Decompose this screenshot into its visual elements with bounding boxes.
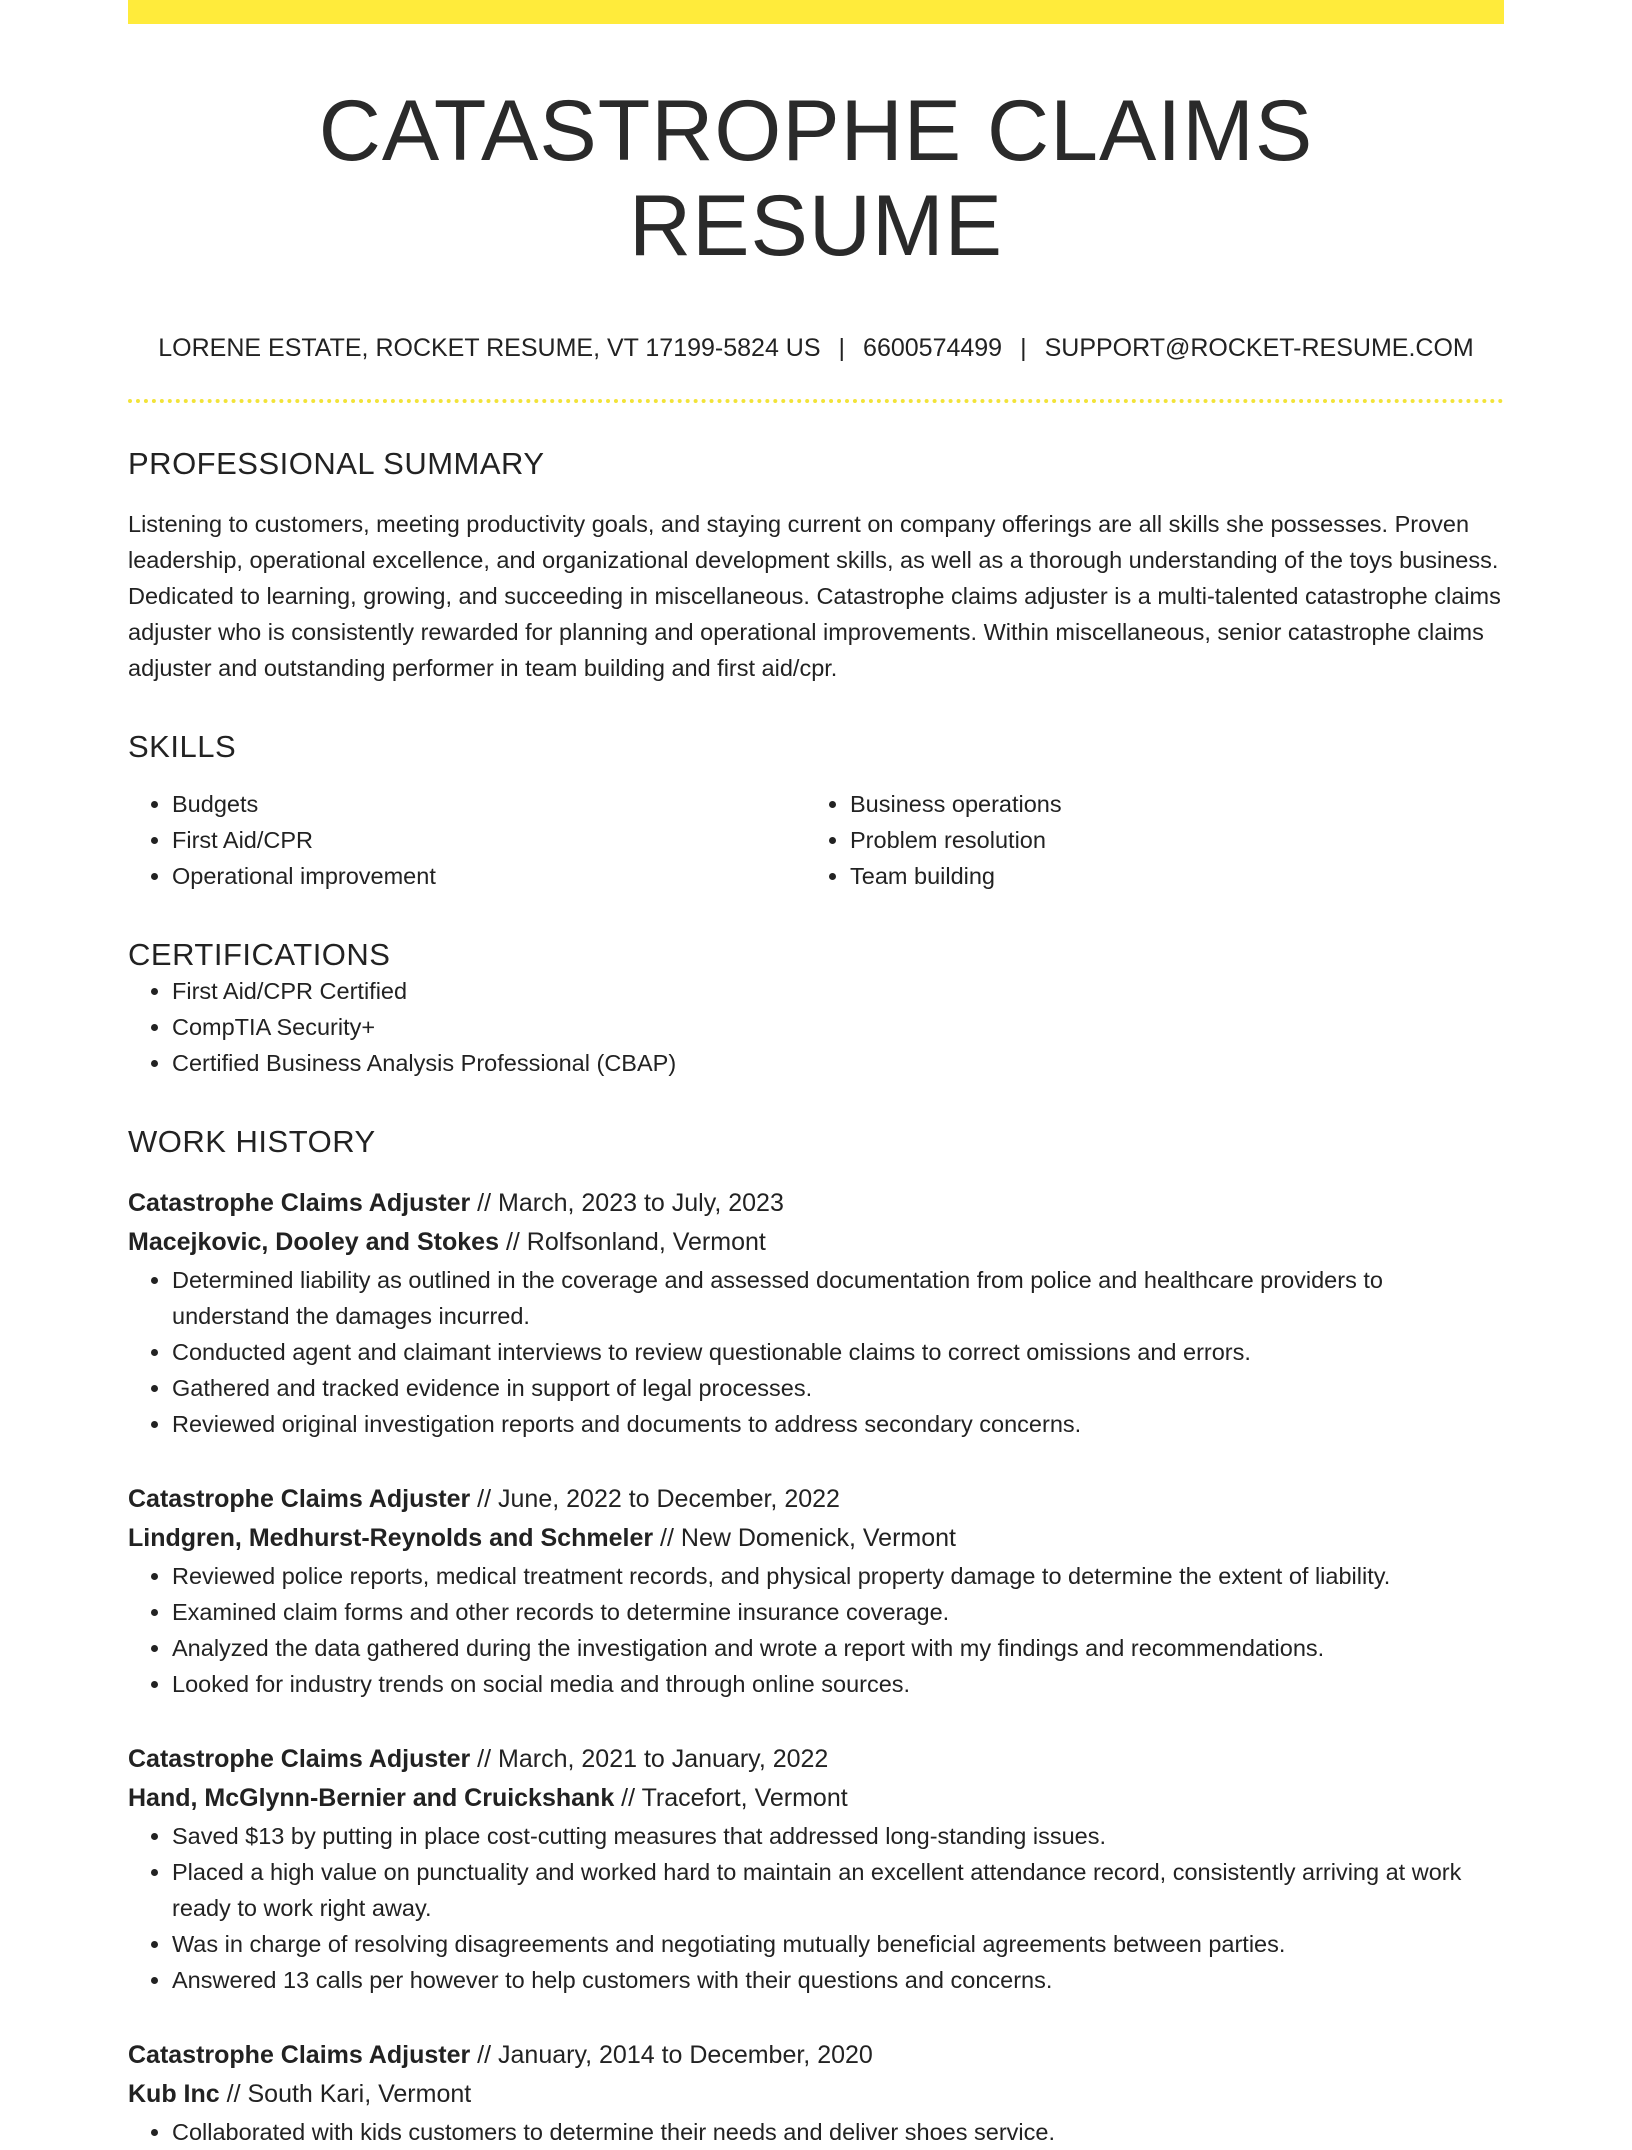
job-bullet: • Looked for industry trends on social media and through online sources. (172, 1666, 1504, 1702)
job-separator: // (477, 1188, 492, 1217)
skill-item: • First Aid/CPR (172, 822, 806, 858)
job-separator: // (505, 1227, 520, 1256)
job-separator: // (660, 1523, 674, 1552)
job-title: Catastrophe Claims Adjuster (128, 1188, 471, 1217)
job-bullet: • Gathered and tracked evidence in support of legal processes. (172, 1370, 1504, 1406)
job-bullet: • Was in charge of resolving disagreements and negotiating mutually beneficial agreements between parties. (172, 1926, 1504, 1962)
summary-heading: PROFESSIONAL SUMMARY (128, 446, 545, 482)
job-company: Kub Inc (128, 2079, 220, 2108)
job-bullet: • Placed a high value on punctuality and worked hard to maintain an excellent attendance record, consistently arriving at work ready to work right away. (172, 1854, 1504, 1926)
job-bullet: • Saved $13 by putting in place cost-cutting measures that addressed long-standing issues. (172, 1818, 1504, 1854)
accent-bar (128, 0, 1504, 24)
job-entry (128, 1740, 1504, 1998)
job-separator: // (477, 1744, 492, 1773)
certification-item: • First Aid/CPR Certified (172, 973, 1504, 1009)
job-company-line (128, 1223, 1504, 1262)
job-bullet: • Examined claim forms and other records to determine insurance coverage. (172, 1594, 1504, 1630)
job-bullet: • Determined liability as outlined in the coverage and assessed documentation from police and healthcare providers to understand the damages incurred. (172, 1262, 1504, 1334)
job-title-line (128, 2036, 1504, 2075)
job-separator: // (477, 2040, 492, 2069)
job-dates: January, 2014 to December, 2020 (498, 2040, 873, 2069)
job-title: Catastrophe Claims Adjuster (128, 1744, 471, 1773)
job-entry (128, 2036, 1504, 2150)
job-bullet: • Answered 13 calls per however to help customers with their questions and concerns. (172, 1962, 1504, 1998)
job-bullet: • Collaborated with kids customers to determine their needs and deliver shoes service. (172, 2114, 1504, 2150)
job-bullet-list (128, 1262, 1504, 1442)
job-company: Hand, McGlynn-Bernier and Cruickshank (128, 1783, 615, 1812)
job-dates: March, 2023 to July, 2023 (498, 1188, 784, 1217)
job-company: Macejkovic, Dooley and Stokes (128, 1227, 499, 1256)
job-company: Lindgren, Medhurst-Reynolds and Schmeler (128, 1523, 654, 1552)
resume-title: CATASTROPHE CLAIMS RESUME (318, 83, 1314, 274)
resume-page (128, 0, 1504, 2150)
job-bullet: • Conducted agent and claimant interviews to review questionable claims to correct omissions and errors. (172, 1334, 1504, 1370)
job-dates: June, 2022 to December, 2022 (498, 1484, 840, 1513)
job-location: Tracefort, Vermont (641, 1783, 848, 1812)
job-bullet: • Analyzed the data gathered during the investigation and wrote a report with my findings and recommendations. (172, 1630, 1504, 1666)
contact-separator: | (1020, 334, 1027, 363)
skills-list-right (806, 786, 1484, 894)
skill-item: • Team building (850, 858, 1484, 894)
dotted-divider (128, 399, 1504, 403)
job-title-line (128, 1740, 1504, 1779)
job-title: Catastrophe Claims Adjuster (128, 1484, 471, 1513)
job-location: South Kari, Vermont (247, 2079, 472, 2108)
job-company-line (128, 1779, 1504, 1818)
skill-item: • Operational improvement (172, 858, 806, 894)
job-entry (128, 1480, 1504, 1702)
skills-list-left (128, 786, 806, 894)
job-title-line (128, 1480, 1504, 1519)
job-dates: March, 2021 to January, 2022 (498, 1744, 829, 1773)
job-bullet-list (128, 2114, 1504, 2150)
work-history-heading: WORK HISTORY (128, 1123, 376, 1159)
certification-item: • CompTIA Security+ (172, 1009, 1504, 1045)
job-company-line (128, 1519, 1504, 1558)
job-separator: // (226, 2079, 241, 2108)
contact-line (128, 333, 1504, 363)
job-company-line (128, 2075, 1504, 2114)
certifications-heading: CERTIFICATIONS (128, 936, 391, 972)
job-separator: // (477, 1484, 492, 1513)
job-separator: // (621, 1783, 636, 1812)
skill-item: • Business operations (850, 786, 1484, 822)
job-bullet: • Reviewed police reports, medical treatment records, and physical property damage to determine the extent of liability. (172, 1558, 1504, 1594)
summary-text: Listening to customers, meeting productivity goals, and staying current on company offerings are all skills she possesses. Proven leadership, operational excellence, and organizational development skills, as well as a thorough understanding of the toys business. Dedicated to learning, growing, and succeeding in miscellaneous. Catastrophe claims adjuster is a multi-talented catastrophe claims adjuster who is consistently rewarded for planning and operational improvements. Within miscellaneous, senior catastrophe claims adjuster and outstanding performer in team building and first aid/cpr. (128, 511, 1501, 682)
job-entry (128, 1184, 1504, 1442)
contact-phone: 6600574499 (863, 334, 1003, 363)
contact-email: SUPPORT@ROCKET-RESUME.COM (1044, 334, 1474, 363)
contact-separator: | (838, 334, 846, 363)
certification-item: • Certified Business Analysis Professional (CBAP) (172, 1045, 1504, 1081)
job-bullet: • Reviewed original investigation reports and documents to address secondary concerns. (172, 1406, 1504, 1442)
job-bullet-list (128, 1558, 1504, 1702)
certifications-list (128, 973, 1504, 1081)
skills-heading: SKILLS (128, 729, 237, 765)
job-title: Catastrophe Claims Adjuster (128, 2040, 471, 2069)
job-bullet-list (128, 1818, 1504, 1998)
skills-grid (128, 786, 1504, 894)
skill-item: • Budgets (172, 786, 806, 822)
contact-address: LORENE ESTATE, ROCKET RESUME, VT 17199-5824 US (158, 334, 821, 363)
job-title-line (128, 1184, 1504, 1223)
job-location: New Domenick, Vermont (680, 1523, 956, 1552)
job-location: Rolfsonland, Vermont (526, 1227, 766, 1256)
skill-item: • Problem resolution (850, 822, 1484, 858)
